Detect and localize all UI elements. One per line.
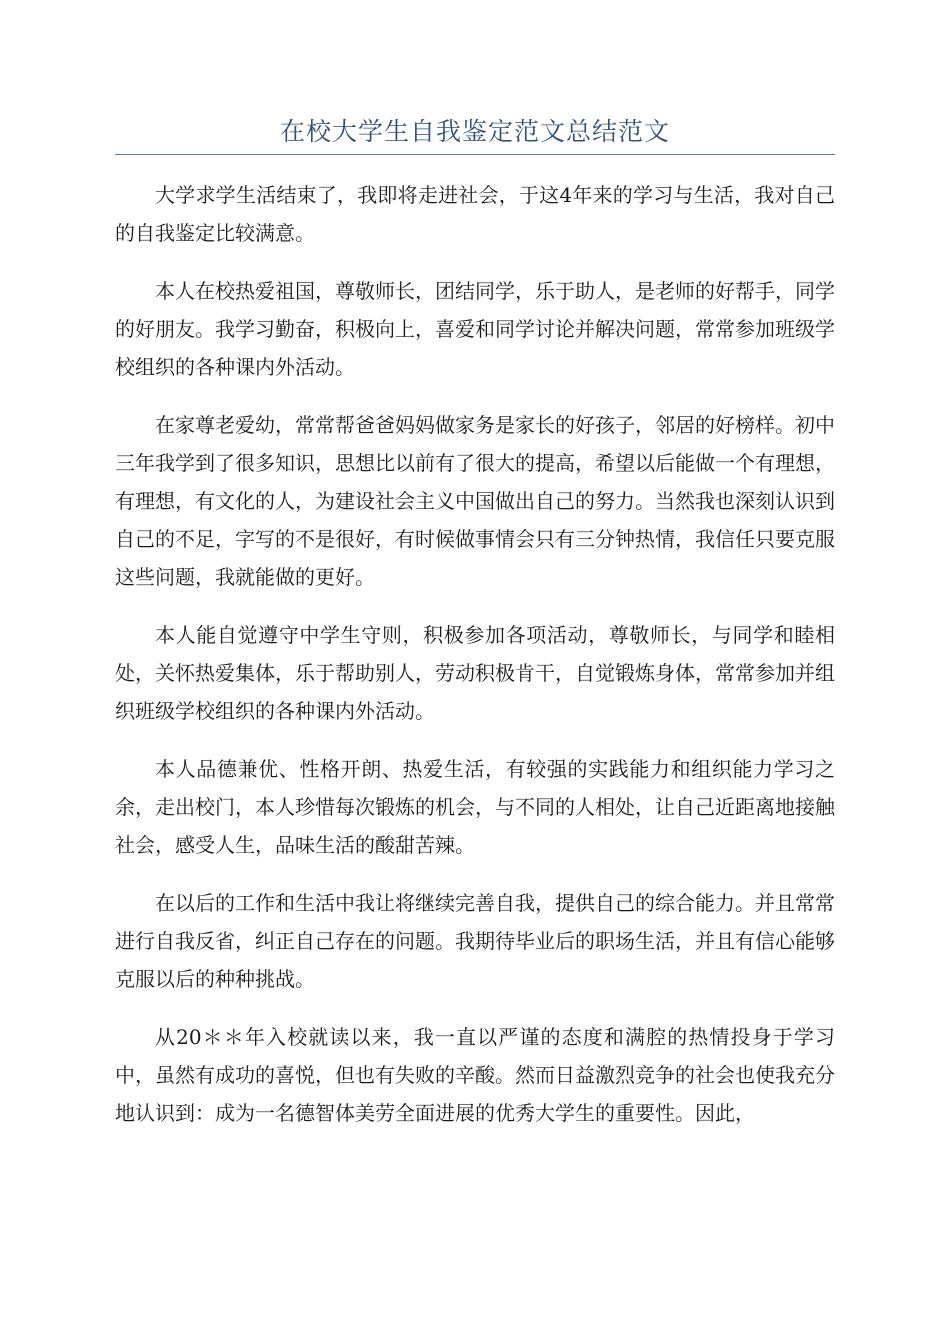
paragraph-2: 本人在校热爱祖国，尊敬师长，团结同学，乐于助人，是老师的好帮手，同学的好朋友。我学习勤奋，积极向上，喜爱和同学讨论并解决问题，常常参加班级学校组织的各种课内外活动。	[115, 279, 835, 379]
paragraph-6: 在以后的工作和生活中我让将继续完善自我，提供自己的综合能力。并且常常进行自我反省，纠正自己存在的问题。我期待毕业后的职场生活，并且有信心能够克服以后的种种挑战。	[115, 891, 835, 991]
paragraph-3: 在家尊老爱幼，常常帮爸爸妈妈做家务是家长的好孩子，邻居的好榜样。初中三年我学到了很多知识，思想比以前有了很大的提高，希望以后能做一个有理想，有理想，有文化的人，为建设社会主义中国做出自己的努力。当然我也深刻认识到自己的不足，字写的不是很好，有时候做事情会只有三分钟热情，我信任只要克服这些问题，我就能做的更好。	[115, 413, 835, 589]
paragraph-4: 本人能自觉遵守中学生守则，积极参加各项活动，尊敬师长，与同学和睦相处，关怀热爱集体，乐于帮助别人，劳动积极肯干，自觉锻炼身体，常常参加并组织班级学校组织的各种课内外活动。	[115, 623, 835, 723]
paragraph-7: 从20＊＊年入校就读以来，我一直以严谨的态度和满腔的热情投身于学习中，虽然有成功的喜悦，但也有失败的辛酸。然而日益激烈竞争的社会也使我充分地认识到：成为一名德智体美劳全面进展的优秀大学生的重要性。因此，	[115, 1025, 835, 1125]
title-underline	[115, 154, 835, 155]
document-body	[115, 176, 835, 1152]
paragraph-5: 本人品德兼优、性格开朗、热爱生活，有较强的实践能力和组织能力学习之余，走出校门，本人珍惜每次锻炼的机会，与不同的人相处，让自己近距离地接触社会，感受人生，品味生活的酸甜苦辣。	[115, 757, 835, 857]
paragraph-1: 大学求学生活结束了，我即将走进社会，于这4年来的学习与生活，我对自己的自我鉴定比较满意。	[115, 183, 835, 245]
document-title: 在校大学生自我鉴定范文总结范文	[279, 117, 670, 146]
